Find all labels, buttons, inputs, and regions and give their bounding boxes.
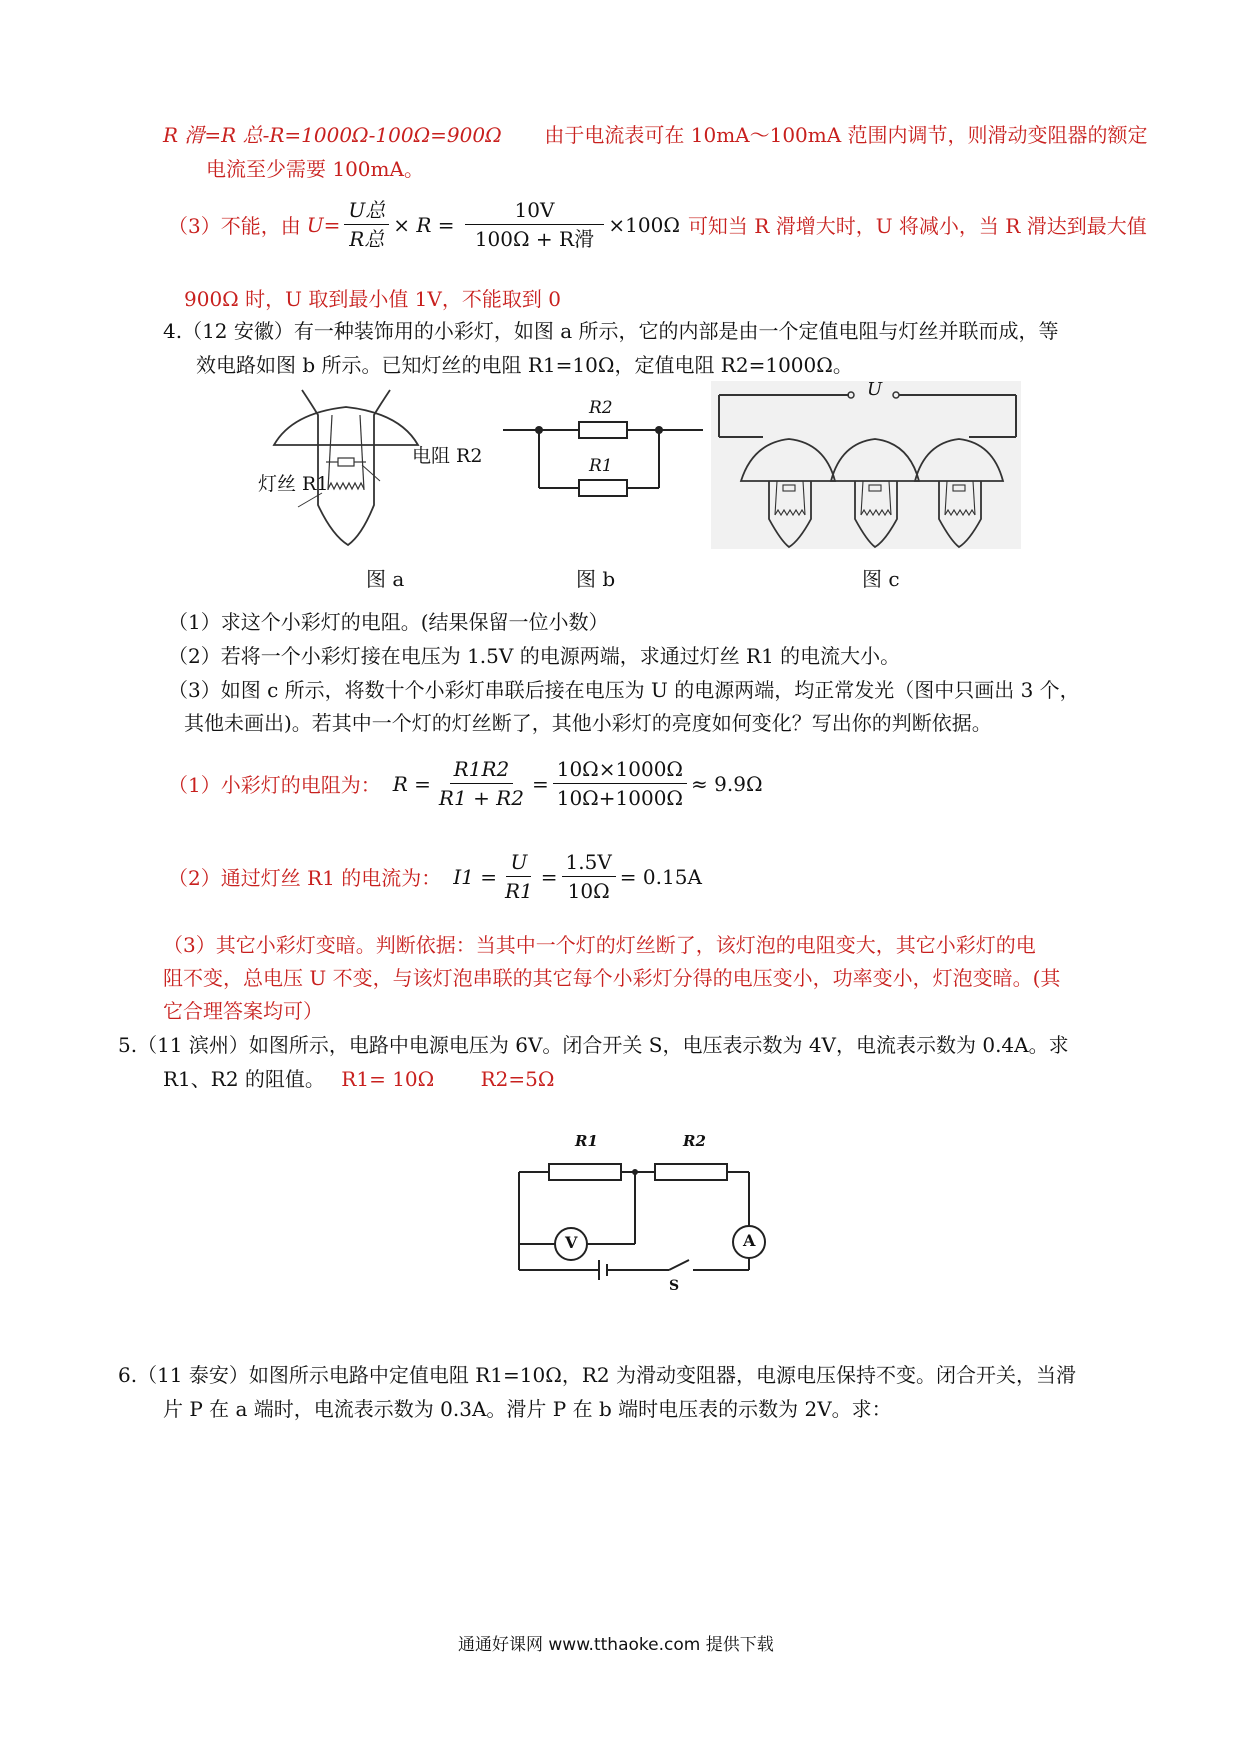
q4-answer3-line2: 阻不变，总电压 U 不变，与该灯泡串联的其它每个小彩灯分得的电压变小，功率变小，灯泡变暗。(其: [163, 966, 1061, 990]
answer1-R: R =: [392, 771, 431, 796]
caption-fig-a: 图 a: [366, 567, 405, 591]
caption-fig-c: 图 c: [862, 567, 900, 591]
q5-answer-r1: R1= 10Ω: [341, 1067, 435, 1091]
fraction-u-over-r1: $\frac{U}{R1}$: [504, 850, 533, 903]
fraction-u-over-r: $\frac{\text{U总}}{\text{R总}}$: [344, 198, 389, 251]
answer2-result: = 0.15A: [619, 864, 702, 889]
q4-sub3-line1: （3）如图 c 所示，将数十个小彩灯串联后接在电压为 U 的电源两端，均正常发光（图中只画出 3 个，: [168, 678, 1080, 702]
label-filament-r1: 灯丝 R1: [258, 473, 329, 495]
answer2-eq: =: [540, 864, 558, 889]
q4-answer1: [168, 757, 763, 810]
q4-sub1: （1）求这个小彩灯的电阻。(结果保留一位小数）: [168, 610, 609, 634]
answer2-label: （2）通过灯丝 R1 的电流为：: [168, 866, 442, 890]
label-u: U: [867, 379, 883, 400]
prev-answer-line1: [163, 122, 1148, 148]
q4-line2: 效电路如图 b 所示。已知灯丝的电阻 R1=10Ω，定值电阻 R2=1000Ω。: [196, 353, 853, 377]
label-r2: R2: [589, 398, 613, 418]
q4-answer2: [168, 850, 702, 903]
answer1-result: ≈ 9.9Ω: [691, 771, 763, 796]
q6-line1: 6.（11 泰安）如图所示电路中定值电阻 R1=10Ω，R2 为滑动变阻器，电源电压保持不变。闭合开关，当滑: [118, 1363, 1076, 1387]
fraction-10v: $\frac{10V}{\text{100Ω + R滑}}$: [465, 198, 605, 251]
q5-answer-r2: R2=5Ω: [480, 1067, 555, 1091]
q4-sub2: （2）若将一个小彩灯接在电压为 1.5V 的电源两端，求通过灯丝 R1 的电流大小。: [168, 644, 901, 668]
label-r1: R1: [589, 456, 613, 476]
q5-line1: 5.（11 滨州）如图所示，电路中电源电压为 6V。闭合开关 S，电压表示数为 4V，电流表示数为 0.4A。求: [118, 1033, 1069, 1057]
fraction-1-5v: $\frac{1.5V}{10\Omega}$: [562, 850, 616, 903]
caption-fig-b: 图 b: [576, 567, 616, 591]
formula-rslide: R 滑=R 总-R=1000Ω-100Ω=900Ω: [163, 123, 502, 147]
part3-U: U=: [306, 212, 341, 237]
prev-answer-line2: 电流至少需要 100mA。: [206, 157, 424, 181]
figure-b: [503, 400, 703, 500]
q5-line2: [163, 1066, 554, 1092]
answer1-label: （1）小彩灯的电阻为：: [168, 773, 381, 797]
fraction-10x1000: $\frac{10\Omega\times 1000\Omega}{10\Omega+1000\Omega}$: [553, 757, 687, 810]
part3-prefix: （3）不能，由: [168, 214, 301, 238]
q4-answer3-line1: （3）其它小彩灯变暗。判断依据：当其中一个灯的灯丝断了，该灯泡的电阻变大，其它小彩灯的电: [163, 933, 1036, 957]
page-footer: 通通好课网 www.tthaoke.com 提供下载: [458, 1635, 774, 1655]
q5-switch-label: S: [669, 1278, 680, 1294]
times-R: × R =: [393, 212, 455, 237]
q5-label-r1: R1: [575, 1132, 598, 1150]
q5-ammeter: A: [743, 1231, 756, 1250]
q5-voltmeter: V: [565, 1233, 578, 1252]
label-resistor-r2: 电阻 R2: [412, 445, 483, 467]
prev-answer-part3-line2: 900Ω 时，U 取到最小值 1V，不能取到 0: [184, 287, 561, 311]
part3-tail: 可知当 R 滑增大时，U 将减小，当 R 滑达到最大值: [687, 214, 1147, 238]
figure-a: [258, 385, 502, 555]
prev-answer-line1-text: 由于电流表可在 10mA～100mA 范围内调节，则滑动变阻器的额定: [544, 123, 1148, 147]
q4-sub3-line2: 其他未画出)。若其中一个灯的灯丝断了，其他小彩灯的亮度如何变化？写出你的判断依据。: [184, 711, 992, 735]
answer2-I: I1 =: [453, 864, 497, 889]
prev-answer-part3: [168, 198, 1147, 251]
answer1-eq: =: [531, 771, 549, 796]
q6-line2: 片 P 在 a 端时，电流表示数为 0.3A。滑片 P 在 b 端时电压表的示数为 2V。求：: [163, 1397, 892, 1421]
q5-line2-prefix: R1、R2 的阻值。: [163, 1067, 325, 1091]
q4-line1: 4.（12 安徽）有一种装饰用的小彩灯，如图 a 所示，它的内部是由一个定值电阻与灯丝并联而成，等: [163, 319, 1059, 343]
q5-label-r2: R2: [683, 1132, 706, 1150]
figure-q5-circuit: [505, 1130, 795, 1300]
figure-c: [711, 381, 1021, 549]
times-100: ×100Ω: [608, 212, 680, 237]
q4-answer3-line3: 它合理答案均可）: [163, 999, 323, 1023]
fraction-r1r2: $\frac{R1R2}{R1 + R2}$: [438, 757, 524, 810]
